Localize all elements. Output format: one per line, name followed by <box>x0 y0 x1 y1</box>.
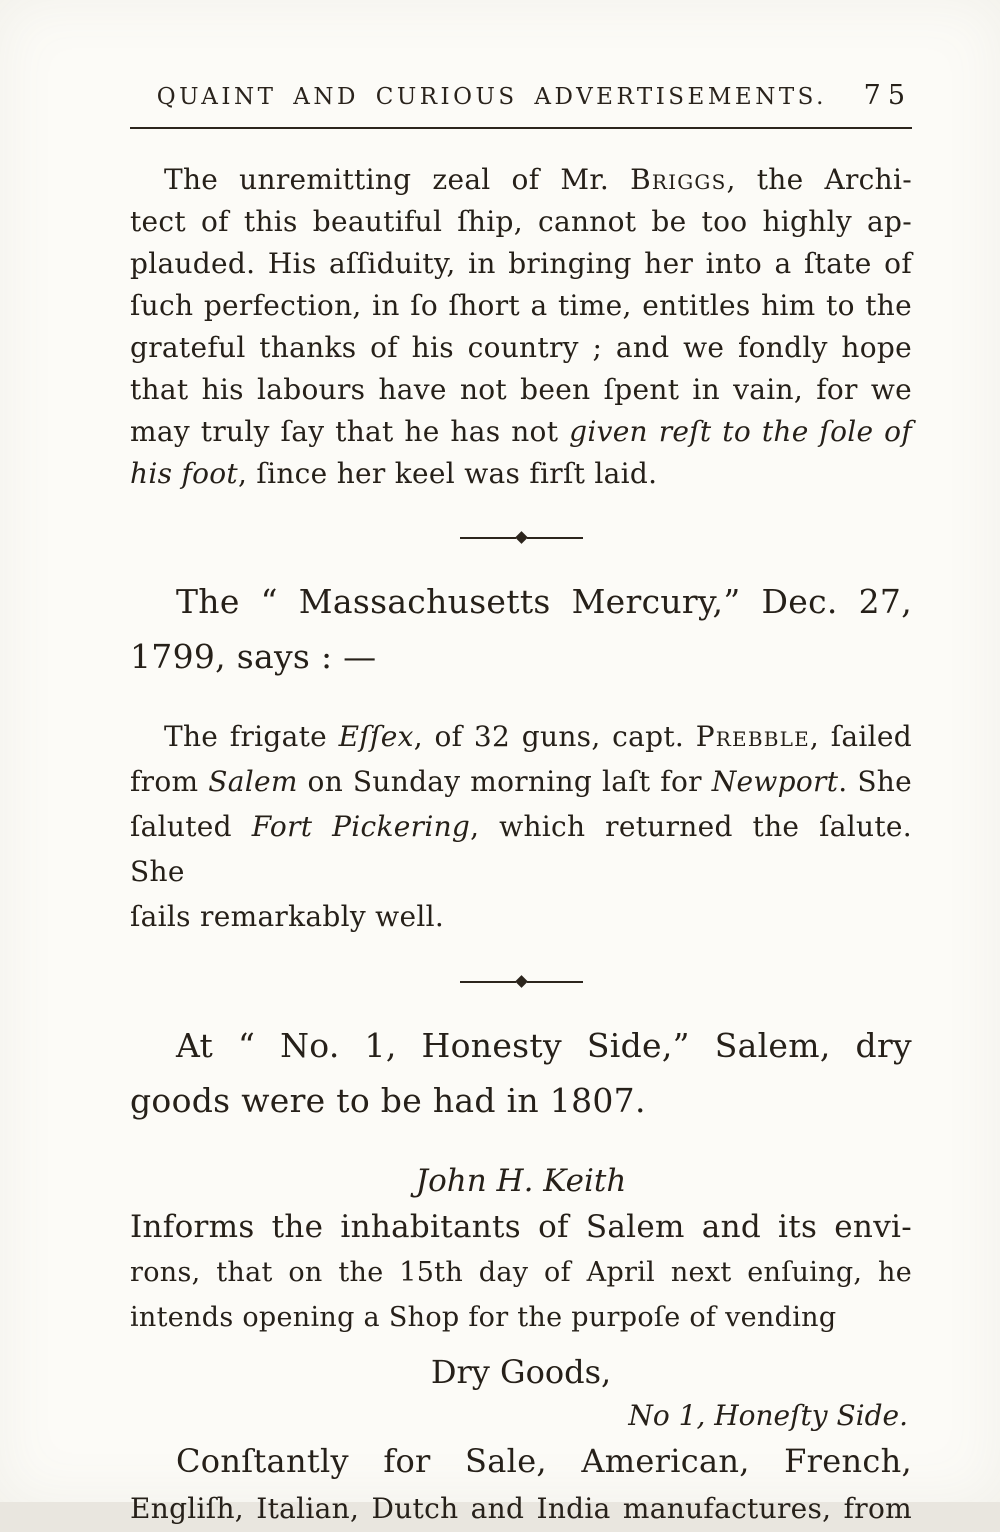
section-divider <box>130 977 912 986</box>
text-line: Informs the inhabitants of Salem and its envi- <box>130 1209 912 1245</box>
divider-rule <box>527 981 583 983</box>
text-line: Conſtantly for Sale, American, French, <box>176 1442 912 1480</box>
place-name: Newport <box>711 765 839 798</box>
place-name: Salem <box>208 765 298 798</box>
ad-address: No 1, Honeſty Side. <box>628 1399 908 1432</box>
smallcaps-name: Prebble <box>695 720 810 753</box>
diamond-icon <box>515 975 528 988</box>
text-run: ſaluted <box>130 810 252 843</box>
text-run: may truly ſay that he has not <box>130 415 570 448</box>
paragraph-essex <box>130 714 912 939</box>
text-line: tect of this beautiful ſhip, cannot be too highly ap- <box>130 205 912 238</box>
text-line <box>130 159 912 201</box>
text-line <box>130 714 912 759</box>
text-line: At “ No. 1, Honesty Side,” Salem, dry <box>176 1026 912 1065</box>
text-line: that his labours have not been ſpent in vain, for we <box>130 373 912 406</box>
italic-phrase: his foot <box>130 457 238 490</box>
text-line: ſails remarkably well. <box>130 900 445 933</box>
header-rule <box>130 127 912 129</box>
text-run: The frigate <box>164 720 339 753</box>
text-line: Engliſh, Italian, Dutch and India manufactures, from <box>130 1492 912 1525</box>
diamond-icon <box>515 531 528 544</box>
text-line <box>130 453 912 495</box>
text-line: grateful thanks of his country ; and we fondly hope <box>130 331 912 364</box>
advertiser-name: John H. Keith <box>415 1163 627 1199</box>
ship-name: Eſſex <box>338 720 414 753</box>
smallcaps-name: Briggs <box>630 163 727 196</box>
text-run: , the Archi- <box>726 163 912 196</box>
page-title: QUAINT AND CURIOUS ADVERTISEMENTS. <box>156 84 827 110</box>
text-line: rons, that on the 15th day of April next enſuing, he <box>130 1257 912 1288</box>
text-line: intends opening a Shop for the purpoſe of vending <box>130 1302 837 1333</box>
divider-rule <box>460 537 516 539</box>
text-run: , which returned the ſalute. She <box>130 810 912 888</box>
italic-phrase: given reſt to the ſole of <box>569 415 912 448</box>
text-line: 1799, says : — <box>130 637 377 676</box>
section-divider <box>130 533 912 542</box>
page-number: 75 <box>863 80 912 111</box>
place-name: Fort Pickering <box>251 810 471 843</box>
text-run: , ſince her keel was firſt laid. <box>238 457 658 490</box>
text-line: plauded. His aſſiduity, in bringing her into a ſtate of <box>130 247 912 280</box>
text-run: , ſailed <box>809 720 912 753</box>
text-line: ſuch perfection, in ſo ſhort a time, entitles him to the <box>130 289 912 322</box>
text-run: , of 32 guns, capt. <box>413 720 696 753</box>
running-header <box>130 80 912 111</box>
text-line <box>130 411 912 453</box>
text-line: goods were to be had in 1807. <box>130 1081 646 1120</box>
text-run: . She <box>838 765 913 798</box>
text-run: on Sunday morning laſt for <box>297 765 712 798</box>
text-line <box>130 804 912 894</box>
divider-rule <box>527 537 583 539</box>
text-line <box>130 759 912 804</box>
paragraph-mercury-intro <box>130 574 912 684</box>
text-run: The unremitting zeal of Mr. <box>164 163 631 196</box>
text-run: from <box>130 765 209 798</box>
ad-headline: Dry Goods, <box>430 1353 612 1391</box>
text-line: The “ Massachusetts Mercury,” Dec. 27, <box>176 582 912 621</box>
advertisement-keith <box>130 1158 912 1532</box>
divider-rule <box>460 981 516 983</box>
paragraph-briggs <box>130 159 912 495</box>
paragraph-honesty-intro <box>130 1018 912 1128</box>
